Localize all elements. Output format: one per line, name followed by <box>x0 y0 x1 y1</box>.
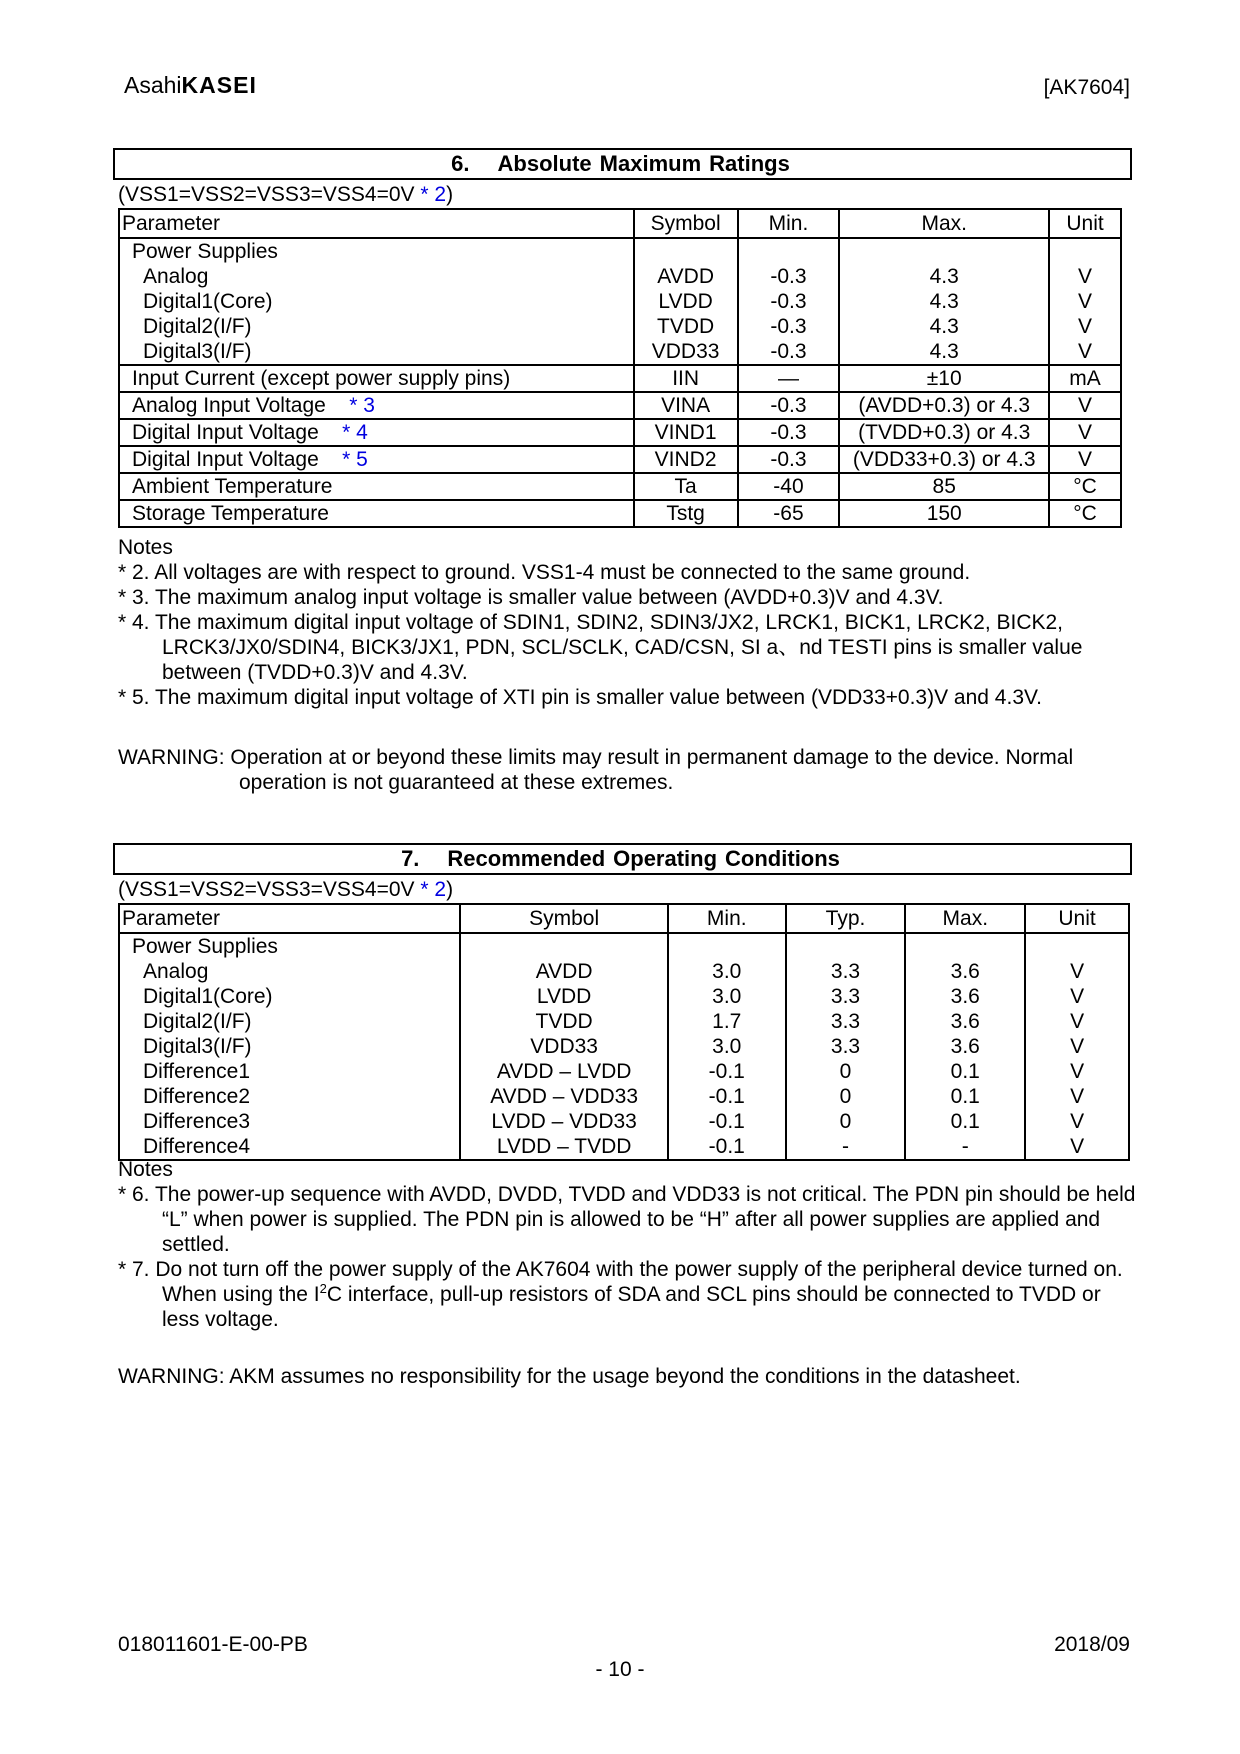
min-column <box>668 933 786 1160</box>
param-cell <box>119 473 634 500</box>
typ-value: 0 <box>839 1110 852 1133</box>
unit-cell: °C <box>1049 473 1121 500</box>
param-cell: Digital3(I/F) <box>143 1035 252 1058</box>
param-cell <box>119 500 634 527</box>
warning-line-2: operation is not guaranteed at these extremes. <box>239 771 674 794</box>
typ-value: 3.3 <box>830 985 861 1008</box>
unit-value: V <box>1070 1110 1085 1133</box>
unit-value: V <box>1070 960 1085 983</box>
symbol-cell: VINA <box>634 392 738 419</box>
min-value: 1.7 <box>712 1010 742 1033</box>
min-value: -0.1 <box>708 1085 745 1108</box>
param-cell: Digital1(Core) <box>143 290 273 313</box>
logo-bold: KASEI <box>181 72 257 98</box>
param-cell <box>119 446 634 473</box>
asahi-kasei-logo <box>124 72 257 99</box>
recommended-operating-conditions-table <box>118 903 1130 1161</box>
table-row <box>119 238 1121 365</box>
typ-value: 3.3 <box>830 1035 861 1058</box>
min-value: -0.3 <box>770 265 807 288</box>
col-header-min: Min. <box>668 904 786 933</box>
max-cell: (TVDD+0.3) or 4.3 <box>839 419 1049 446</box>
max-cell: ±10 <box>839 365 1049 392</box>
min-cell: -0.3 <box>738 392 840 419</box>
min-value: -0.3 <box>770 290 807 313</box>
symbol-cell: VIND2 <box>634 446 738 473</box>
min-value: 3.0 <box>712 1035 742 1058</box>
section-7-conditions <box>118 878 453 902</box>
col-header-max: Max. <box>839 209 1049 238</box>
unit-cell: mA <box>1049 365 1121 392</box>
table-row <box>119 933 1129 1160</box>
param-column <box>119 933 460 1160</box>
unit-cell: V <box>1049 419 1121 446</box>
typ-value: 3.3 <box>830 1010 861 1033</box>
min-value: -0.3 <box>770 340 807 363</box>
min-value: -0.3 <box>770 315 807 338</box>
cond-close: ) <box>446 878 454 901</box>
min-cell: -0.3 <box>738 446 840 473</box>
max-value: 0.1 <box>950 1110 980 1133</box>
footer-date: 2018/09 <box>1054 1633 1130 1656</box>
min-cell <box>738 238 840 365</box>
absolute-maximum-ratings-table <box>118 208 1122 528</box>
table-row <box>119 419 1121 446</box>
param-cell: Analog <box>143 265 209 288</box>
symbol-value: TVDD <box>535 1010 593 1033</box>
symbol-value: AVDD <box>535 960 593 983</box>
cond-text: (VSS1=VSS2=VSS3=VSS4=0V <box>118 183 415 206</box>
symbol-value: AVDD <box>657 265 714 288</box>
col-header-unit: Unit <box>1025 904 1129 933</box>
min-value: 3.0 <box>712 960 742 983</box>
max-cell: (VDD33+0.3) or 4.3 <box>839 446 1049 473</box>
min-value: -0.1 <box>708 1110 745 1133</box>
symbol-cell <box>634 238 738 365</box>
note-ref: * 3 <box>349 394 375 417</box>
note-2: * 2. All voltages are with respect to ground. VSS1-4 must be connected to the same ground. <box>118 561 971 584</box>
section-7-title <box>113 843 1132 875</box>
param-cell: Difference4 <box>143 1135 251 1158</box>
min-value: -0.1 <box>708 1135 745 1158</box>
param-cell <box>119 365 634 392</box>
symbol-value: AVDD – LVDD <box>496 1060 632 1083</box>
param-text: Analog Input Voltage <box>132 394 326 417</box>
unit-cell: V <box>1049 392 1121 419</box>
note-7 <box>118 1257 1138 1332</box>
section-7-title-word: Recommended <box>447 846 606 871</box>
min-cell: — <box>738 365 840 392</box>
unit-cell <box>1049 238 1121 365</box>
typ-value: 3.3 <box>830 960 861 983</box>
unit-value: V <box>1070 1060 1085 1083</box>
max-value: 3.6 <box>950 1010 980 1033</box>
note-ref: * 4 <box>342 421 368 444</box>
symbol-cell: Ta <box>634 473 738 500</box>
param-cell <box>119 392 634 419</box>
param-cell: Digital1(Core) <box>143 985 273 1008</box>
note-3: * 3. The maximum analog input voltage is smaller value between (AVDD+0.3)V and 4.3V. <box>118 586 944 609</box>
param-cell: Difference2 <box>143 1085 251 1108</box>
unit-value: V <box>1070 1135 1085 1158</box>
unit-value: V <box>1078 340 1093 363</box>
section-7-number: 7. <box>401 846 420 871</box>
col-header-typ: Typ. <box>786 904 906 933</box>
warning-text: WARNING: AKM assumes no responsibility for the usage beyond the conditions in the datasheet. <box>118 1365 1021 1388</box>
table-row <box>119 365 1121 392</box>
max-value: 3.6 <box>950 960 980 983</box>
unit-value: V <box>1070 1085 1085 1108</box>
symbol-cell: Tstg <box>634 500 738 527</box>
param-text: Digital Input Voltage <box>132 448 319 471</box>
section-7-notes <box>118 1157 1138 1332</box>
min-cell: -0.3 <box>738 419 840 446</box>
max-value: 0.1 <box>950 1085 980 1108</box>
cond-note-ref: * 2 <box>420 183 447 206</box>
max-cell <box>839 238 1049 365</box>
logo-light: Asahi <box>124 72 182 98</box>
table-row <box>119 392 1121 419</box>
section-7-title-word: Operating <box>613 846 718 871</box>
max-cell: 150 <box>839 500 1049 527</box>
symbol-cell: VIND1 <box>634 419 738 446</box>
max-value: 4.3 <box>929 265 959 288</box>
max-cell: 85 <box>839 473 1049 500</box>
symbol-value: LVDD <box>536 985 592 1008</box>
col-header-unit: Unit <box>1049 209 1121 238</box>
unit-value: V <box>1078 265 1093 288</box>
group-label-text: Power Supplies <box>132 240 278 263</box>
max-value: - <box>961 1135 969 1158</box>
note-7-text-a: * 7. Do not turn off the power supply of the AK7604 with the power supply of the peripheral device turned on. When using the I <box>118 1258 1123 1306</box>
max-value: 4.3 <box>929 290 959 313</box>
table-row <box>119 473 1121 500</box>
param-text: Storage Temperature <box>132 502 329 525</box>
table-header-row <box>119 209 1121 238</box>
typ-column <box>786 933 906 1160</box>
note-7-superscript: 2 <box>319 1281 327 1296</box>
max-value: 4.3 <box>929 315 959 338</box>
col-header-parameter: Parameter <box>119 209 634 238</box>
symbol-value: TVDD <box>657 315 715 338</box>
unit-value: V <box>1070 985 1085 1008</box>
min-value: 3.0 <box>712 985 742 1008</box>
notes-title: Notes <box>118 1158 173 1181</box>
symbol-value: LVDD – TVDD <box>496 1135 632 1158</box>
symbol-cell: IIN <box>634 365 738 392</box>
param-text: Input Current (except power supply pins) <box>132 367 511 390</box>
unit-value: V <box>1078 315 1093 338</box>
param-cell: Difference1 <box>143 1060 251 1083</box>
section-6-conditions <box>118 183 453 207</box>
note-ref: * 5 <box>342 448 368 471</box>
col-header-max: Max. <box>905 904 1025 933</box>
param-cell <box>119 419 634 446</box>
unit-cell: °C <box>1049 500 1121 527</box>
symbol-value: LVDD <box>658 290 713 313</box>
cond-text: (VSS1=VSS2=VSS3=VSS4=0V <box>118 878 415 901</box>
unit-value: V <box>1070 1035 1085 1058</box>
warning-line-1: WARNING: Operation at or beyond these limits may result in permanent damage to the device. Normal <box>118 746 1074 769</box>
col-header-symbol: Symbol <box>634 209 738 238</box>
unit-value: V <box>1078 290 1093 313</box>
max-value: 3.6 <box>950 1035 980 1058</box>
table-header-row <box>119 904 1129 933</box>
section-6-title-word: Maximum <box>599 151 702 176</box>
section-6-title <box>113 148 1132 180</box>
section-6-number: 6. <box>451 151 470 176</box>
notes-title: Notes <box>118 536 173 559</box>
symbol-value: VDD33 <box>530 1035 598 1058</box>
param-cell: Difference3 <box>143 1110 251 1133</box>
section-7-title-word: Conditions <box>725 846 840 871</box>
section-6-warning <box>118 745 1138 795</box>
table-row <box>119 446 1121 473</box>
part-number: [AK7604] <box>1043 76 1130 99</box>
group-label-text: Power Supplies <box>132 935 278 958</box>
max-value: 3.6 <box>950 985 980 1008</box>
param-text: Digital Input Voltage <box>132 421 319 444</box>
table-row <box>119 500 1121 527</box>
min-cell: -65 <box>738 500 840 527</box>
min-cell: -40 <box>738 473 840 500</box>
footer-doc-code: 018011601-E-00-PB <box>118 1633 308 1656</box>
typ-value: 0 <box>839 1085 852 1108</box>
note-4: * 4. The maximum digital input voltage of SDIN1, SDIN2, SDIN3/JX2, LRCK1, BICK1, LRCK2, BICK2, LRCK3/JX0/SDIN4, BICK3/JX1, PDN, SCL/SCLK, CAD/CSN, SI a、nd TESTI pins is smaller value between (TVDD+0.3)V and 4.3V. <box>118 611 1083 684</box>
max-value: 0.1 <box>950 1060 980 1083</box>
unit-column <box>1025 933 1129 1160</box>
param-text: Ambient Temperature <box>132 475 333 498</box>
col-header-symbol: Symbol <box>460 904 668 933</box>
note-6: * 6. The power-up sequence with AVDD, DVDD, TVDD and VDD33 is not critical. The PDN pin should be held “L” when power is supplied. The PDN pin is allowed to be “H” after all power supplies are applied and settled. <box>118 1183 1136 1256</box>
symbol-value: VDD33 <box>651 340 720 363</box>
col-header-min: Min. <box>738 209 840 238</box>
col-header-parameter: Parameter <box>119 904 460 933</box>
typ-value: 0 <box>839 1060 852 1083</box>
param-cell: Digital2(I/F) <box>143 1010 252 1033</box>
section-6-title-word: Absolute <box>497 151 592 176</box>
param-cell: Digital3(I/F) <box>143 340 252 363</box>
section-7-warning <box>118 1364 1138 1389</box>
max-value: 4.3 <box>929 340 959 363</box>
symbol-value: AVDD – VDD33 <box>490 1085 639 1108</box>
typ-value: - <box>842 1135 850 1158</box>
section-6-title-word: Ratings <box>709 151 790 176</box>
unit-cell: V <box>1049 446 1121 473</box>
max-cell: (AVDD+0.3) or 4.3 <box>839 392 1049 419</box>
max-column <box>905 933 1025 1160</box>
min-value: -0.1 <box>708 1060 745 1083</box>
group-label <box>119 238 634 365</box>
param-cell: Digital2(I/F) <box>143 315 252 338</box>
unit-value: V <box>1070 1010 1085 1033</box>
symbol-value: LVDD – VDD33 <box>491 1110 637 1133</box>
section-6-notes <box>118 535 1138 710</box>
footer-page-number: - 10 - <box>595 1658 645 1681</box>
symbol-column <box>460 933 668 1160</box>
cond-close: ) <box>446 183 454 206</box>
note-5: * 5. The maximum digital input voltage of XTI pin is smaller value between (VDD33+0.3)V and 4.3V. <box>118 686 1042 709</box>
note-7-text-b: C interface, pull-up resistors of SDA and SCL pins should be connected to TVDD or less voltage. <box>162 1283 1101 1331</box>
param-cell: Analog <box>143 960 209 983</box>
cond-note-ref: * 2 <box>420 878 447 901</box>
